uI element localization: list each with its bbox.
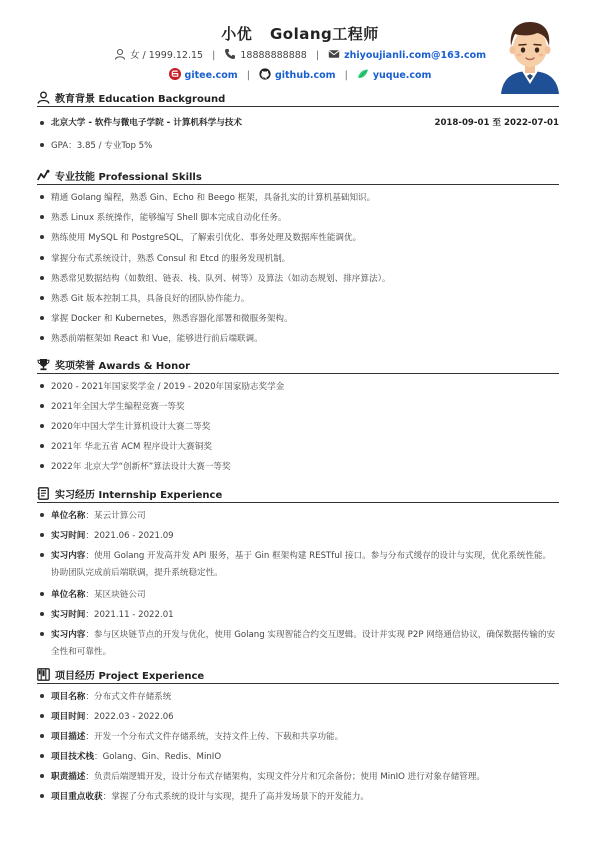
item-key: 单位名称 bbox=[51, 511, 86, 521]
section-title: 项目经历 Project Experience bbox=[55, 670, 205, 682]
phone-icon bbox=[224, 48, 236, 60]
item-value: 负责后端逻辑开发，设计分布式存储架构，实现文件分片和冗余备份；使用 MinIO 进行对象存储管理。 bbox=[94, 772, 485, 782]
list-item: 2020年中国大学生计算机设计大赛二等奖 bbox=[37, 417, 559, 437]
graduation-cap-icon bbox=[37, 91, 50, 104]
list-item: 实习时间：2021.11 - 2022.01 bbox=[37, 605, 559, 625]
list-item: 掌握分布式系统设计，熟悉 Consul 和 Etcd 的服务发现机制。 bbox=[37, 249, 559, 269]
contact-row-1 bbox=[100, 47, 500, 64]
education-section bbox=[37, 90, 559, 156]
list-item: 熟悉 Git 版本控制工具，具备良好的团队协作能力。 bbox=[37, 289, 559, 309]
list-item: 项目名称：分布式文件存储系统 bbox=[37, 687, 559, 707]
school-info: 北京大学 - 软件与微电子学院 - 计算机科学与技术 bbox=[51, 118, 242, 128]
item-value: 分布式文件存储系统 bbox=[94, 692, 172, 702]
list-item: 熟练使用 MySQL 和 PostgreSQL，了解索引优化、事务处理及数据库性能调优。 bbox=[37, 228, 559, 248]
project-list bbox=[37, 687, 559, 807]
separator: | bbox=[212, 50, 216, 61]
list-item bbox=[37, 114, 559, 132]
section-heading bbox=[37, 486, 559, 503]
list-item: 熟悉常见数据结构（如数组、链表、栈、队列、树等）及算法（如动态规划、排序算法）。 bbox=[37, 269, 559, 289]
item-value: 掌握了分布式系统的设计与实现，提升了高并发场景下的开发能力。 bbox=[111, 792, 370, 802]
yuque-link[interactable]: yuque.com bbox=[372, 70, 432, 81]
list-item bbox=[37, 136, 559, 156]
skills-section bbox=[37, 168, 559, 350]
item-key: 实习时间 bbox=[51, 610, 86, 620]
resume-header bbox=[100, 24, 500, 84]
phone-number: 18888888888 bbox=[240, 50, 307, 61]
list-item: 实习内容：参与区块链节点的开发与优化，使用 Golang 实现智能合约交互逻辑。设计并实现 P2P 网络通信协议，确保数据传输的安全性和可靠性。 bbox=[37, 625, 559, 664]
item-value: 某云计算公司 bbox=[94, 511, 146, 521]
item-value: 2022.03 - 2022.06 bbox=[94, 712, 174, 722]
education-list bbox=[37, 114, 559, 156]
list-item: 掌握 Docker 和 Kubernetes，熟悉容器化部署和微服务架构。 bbox=[37, 309, 559, 329]
awards-list bbox=[37, 377, 559, 477]
mail-icon bbox=[328, 48, 340, 60]
list-item: 熟悉前端框架如 React 和 Vue，能够进行前后端联调。 bbox=[37, 329, 559, 349]
education-period: 2018-09-01 至 2022-07-01 bbox=[434, 118, 559, 128]
project-section bbox=[37, 667, 559, 807]
list-item: 项目时间：2022.03 - 2022.06 bbox=[37, 707, 559, 727]
candidate-name: 小优 bbox=[221, 25, 253, 43]
notebook-icon bbox=[37, 487, 50, 500]
gpa-text: GPA：3.85 / 专业Top 5% bbox=[51, 141, 153, 151]
item-key: 项目时间 bbox=[51, 712, 86, 722]
github-icon bbox=[259, 68, 271, 80]
list-item: 单位名称：某云计算公司 bbox=[37, 506, 559, 526]
internship-list bbox=[37, 506, 559, 664]
item-key: 实习时间 bbox=[51, 531, 86, 541]
list-item: 单位名称：某区块链公司 bbox=[37, 585, 559, 605]
job-title: Golang工程师 bbox=[269, 25, 379, 43]
list-item: 2020 - 2021年国家奖学金 / 2019 - 2020年国家励志奖学金 bbox=[37, 377, 559, 397]
user-icon bbox=[114, 48, 126, 60]
gitee-icon bbox=[169, 68, 181, 80]
skills-list bbox=[37, 188, 559, 350]
item-key: 项目重点收获 bbox=[51, 792, 103, 802]
email-link[interactable]: zhiyoujianli.com@163.com bbox=[344, 50, 487, 61]
github-link[interactable]: github.com bbox=[274, 70, 336, 81]
name-line bbox=[100, 24, 500, 44]
yuque-icon bbox=[357, 68, 369, 80]
section-heading bbox=[37, 90, 559, 107]
avatar bbox=[497, 14, 563, 94]
list-item: 职责描述：负责后端逻辑开发，设计分布式存储架构，实现文件分片和冗余备份；使用 MinIO 进行对象存储管理。 bbox=[37, 767, 559, 787]
personal-info: 女 / 1999.12.15 bbox=[129, 50, 204, 61]
item-key: 实习内容 bbox=[51, 551, 86, 561]
kanban-icon bbox=[37, 668, 50, 681]
internship-section bbox=[37, 486, 559, 664]
section-title: 实习经历 Internship Experience bbox=[55, 489, 223, 501]
section-title: 奖项荣誉 Awards & Honor bbox=[55, 360, 191, 372]
item-value: Golang、Gin、Redis、MinIO bbox=[102, 752, 222, 762]
section-heading bbox=[37, 667, 559, 684]
item-key: 项目技术栈 bbox=[51, 752, 94, 762]
list-item: 熟悉 Linux 系统操作，能够编写 Shell 脚本完成自动化任务。 bbox=[37, 208, 559, 228]
gitee-link[interactable]: gitee.com bbox=[184, 70, 238, 81]
section-title: 教育背景 Education Background bbox=[55, 93, 226, 105]
section-heading bbox=[37, 168, 559, 185]
item-value: 2021.11 - 2022.01 bbox=[94, 610, 174, 620]
item-value: 某区块链公司 bbox=[94, 590, 146, 600]
list-item: 精通 Golang 编程，熟悉 Gin、Echo 和 Beego 框架，具备扎实的计算机基础知识。 bbox=[37, 188, 559, 208]
item-value: 使用 Golang 开发高并发 API 服务，基于 Gin 框架构建 RESTful 接口。参与分布式缓存的设计与实现，优化系统性能。协助团队完成前后端联调，提升系统稳定性。 bbox=[51, 551, 552, 578]
item-value: 2021.06 - 2021.09 bbox=[94, 531, 174, 541]
item-key: 项目名称 bbox=[51, 692, 86, 702]
list-item: 2021年 华北五省 ACM 程序设计大赛铜奖 bbox=[37, 437, 559, 457]
item-key: 项目描述 bbox=[51, 732, 86, 742]
list-item: 项目重点收获：掌握了分布式系统的设计与实现，提升了高并发场景下的开发能力。 bbox=[37, 787, 559, 807]
separator: | bbox=[246, 70, 250, 81]
skills-icon bbox=[37, 169, 50, 182]
list-item: 2021年全国大学生编程竞赛一等奖 bbox=[37, 397, 559, 417]
item-value: 开发一个分布式文件存储系统，支持文件上传、下载和共享功能。 bbox=[94, 732, 344, 742]
item-value: 参与区块链节点的开发与优化，使用 Golang 实现智能合约交互逻辑。设计并实现 P2P 网络通信协议，确保数据传输的安全性和可靠性。 bbox=[51, 630, 556, 657]
list-item: 项目技术栈：Golang、Gin、Redis、MinIO bbox=[37, 747, 559, 767]
trophy-icon bbox=[37, 358, 50, 371]
item-key: 实习内容 bbox=[51, 630, 86, 640]
section-title: 专业技能 Professional Skills bbox=[55, 171, 202, 183]
list-item: 实习内容：使用 Golang 开发高并发 API 服务，基于 Gin 框架构建 RESTful 接口。参与分布式缓存的设计与实现，优化系统性能。协助团队完成前后端联调，提升系统稳定性。 bbox=[37, 546, 559, 585]
item-key: 职责描述 bbox=[51, 772, 86, 782]
awards-section bbox=[37, 357, 559, 477]
item-key: 单位名称 bbox=[51, 590, 86, 600]
section-heading bbox=[37, 357, 559, 374]
contact-row-2 bbox=[100, 67, 500, 84]
list-item: 2022年 北京大学“创新杯”算法设计大赛一等奖 bbox=[37, 457, 559, 477]
separator: | bbox=[315, 50, 320, 61]
list-item: 项目描述：开发一个分布式文件存储系统，支持文件上传、下载和共享功能。 bbox=[37, 727, 559, 747]
separator: | bbox=[344, 70, 348, 81]
list-item: 实习时间：2021.06 - 2021.09 bbox=[37, 526, 559, 546]
